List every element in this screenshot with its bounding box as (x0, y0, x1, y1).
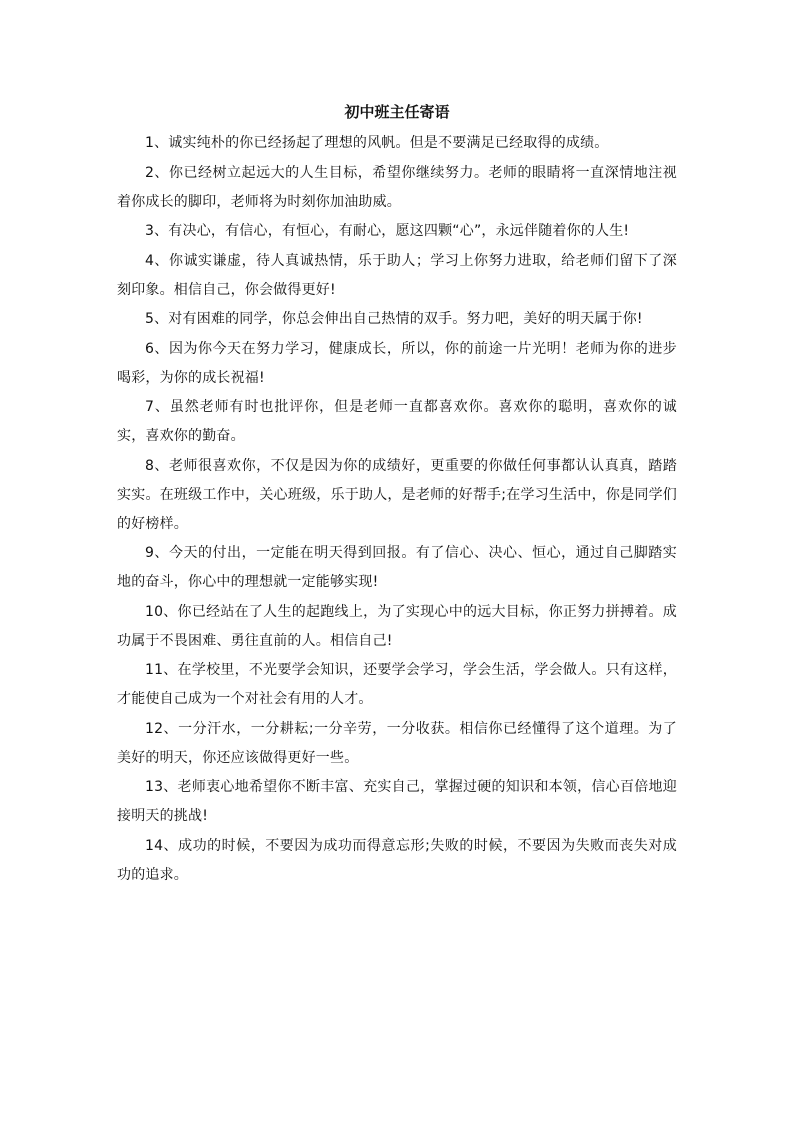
message-item-4: 4、你诚实谦虚，待人真诚热情，乐于助人；学习上你努力进取，给老师们留下了深刻印象。相信自己，你会做得更好! (117, 252, 677, 298)
message-item-8: 8、老师很喜欢你，不仅是因为你的成绩好，更重要的你做任何事都认认真真，踏踏实实。在班级工作中，关心班级，乐于助人，是老师的好帮手;在学习生活中，你是同学们的好榜样。 (117, 457, 677, 532)
message-item-10: 10、你已经站在了人生的起跑线上，为了实现心中的远大目标，你正努力拼搏着。成功属于不畏困难、勇往直前的人。相信自己! (117, 603, 677, 649)
message-item-7: 7、虽然老师有时也批评你，但是老师一直都喜欢你。喜欢你的聪明，喜欢你的诚实，喜欢你的勤奋。 (117, 399, 677, 444)
message-item-2: 2、你已经树立起远大的人生目标，希望你继续努力。老师的眼睛将一直深情地注视着你成长的脚印，老师将为时刻你加油助威。 (117, 164, 677, 210)
message-item-6: 6、因为你今天在努力学习，健康成长，所以，你的前途一片光明！老师为你的进步喝彩，为你的成长祝福! (117, 340, 677, 386)
message-item-9: 9、今天的付出，一定能在明天得到回报。有了信心、决心、恒心，通过自己脚踏实地的奋斗，你心中的理想就一定能够实现! (117, 545, 677, 590)
message-item-13: 13、老师衷心地希望你不断丰富、充实自己，掌握过硬的知识和本领，信心百倍地迎接明天的挑战! (117, 779, 677, 824)
message-item-5: 5、对有困难的同学，你总会伸出自己热情的双手。努力吧，美好的明天属于你! (145, 311, 643, 327)
message-list (117, 129, 677, 890)
message-item-1: 1、诚实纯朴的你已经扬起了理想的风帆。但是不要满足已经取得的成绩。 (145, 135, 609, 151)
message-item-3: 3、有决心，有信心，有恒心，有耐心，愿这四颗“心”，永远伴随着你的人生! (145, 223, 630, 239)
message-item-14: 14、成功的时候，不要因为成功而得意忘形;失败的时候，不要因为失败而丧失对成功的追求。 (117, 837, 677, 883)
document-title: 初中班主任寄语 (344, 103, 450, 121)
message-item-12: 12、一分汗水，一分耕耘;一分辛劳，一分收获。相信你已经懂得了这个道理。为了美好的明天，你还应该做得更好一些。 (117, 720, 677, 766)
message-item-11: 11、在学校里，不光要学会知识，还要学会学习，学会生活，学会做人。只有这样，才能使自己成为一个对社会有用的人才。 (117, 662, 677, 707)
